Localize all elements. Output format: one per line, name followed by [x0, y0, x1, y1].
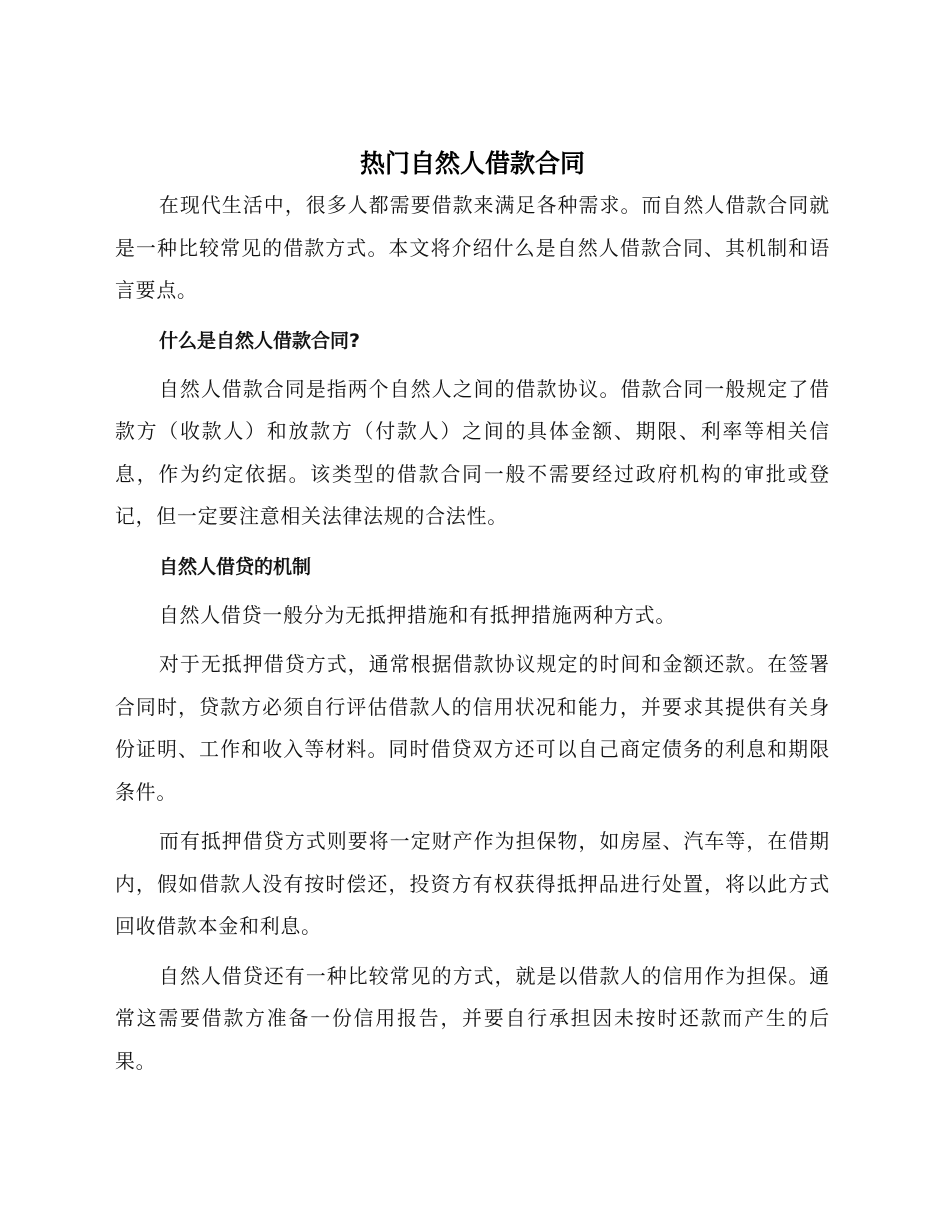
mechanism-paragraph-secured: 而有抵押借贷方式则要将一定财产作为担保物，如房屋、汽车等，在借期内，假如借款人没有按时偿还，投资方有权获得抵押品进行处置，将以此方式回收借款本金和利息。: [115, 830, 830, 938]
mechanism-paragraph-credit: 自然人借贷还有一种比较常见的方式，就是以借款人的信用作为担保。通常这需要借款方准备一份信用报告，并要自行承担因未按时还款而产生的后果。: [115, 964, 830, 1073]
document-title: 热门自然人借款合同: [359, 149, 585, 178]
section-heading-mechanism: 自然人借贷的机制: [159, 555, 312, 578]
section-heading-definition: 什么是自然人借款合同?: [159, 329, 361, 352]
mechanism-paragraph-unsecured: 对于无抵押借贷方式，通常根据借款协议规定的时间和金额还款。在签署合同时，贷款方必须自行评估借款人的信用状况和能力，并要求其提供有关身份证明、工作和收入等材料。同时借贷双方还可以自己商定债务的利息和期限条件。: [115, 653, 830, 804]
intro-paragraph: 在现代生活中，很多人都需要借款来满足各种需求。而自然人借款合同就是一种比较常见的借款方式。本文将介绍什么是自然人借款合同、其机制和语言要点。: [115, 194, 830, 302]
definition-paragraph: 自然人借款合同是指两个自然人之间的借款协议。借款合同一般规定了借款方（收款人）和放款方（付款人）之间的具体金额、期限、利率等相关信息，作为约定依据。该类型的借款合同一般不需要经过政府机构的审批或登记，但一定要注意相关法律法规的合法性。: [115, 377, 830, 528]
document-page: [115, 143, 830, 1083]
mechanism-paragraph-overview: 自然人借贷一般分为无抵押措施和有抵押措施两种方式。: [159, 603, 677, 627]
